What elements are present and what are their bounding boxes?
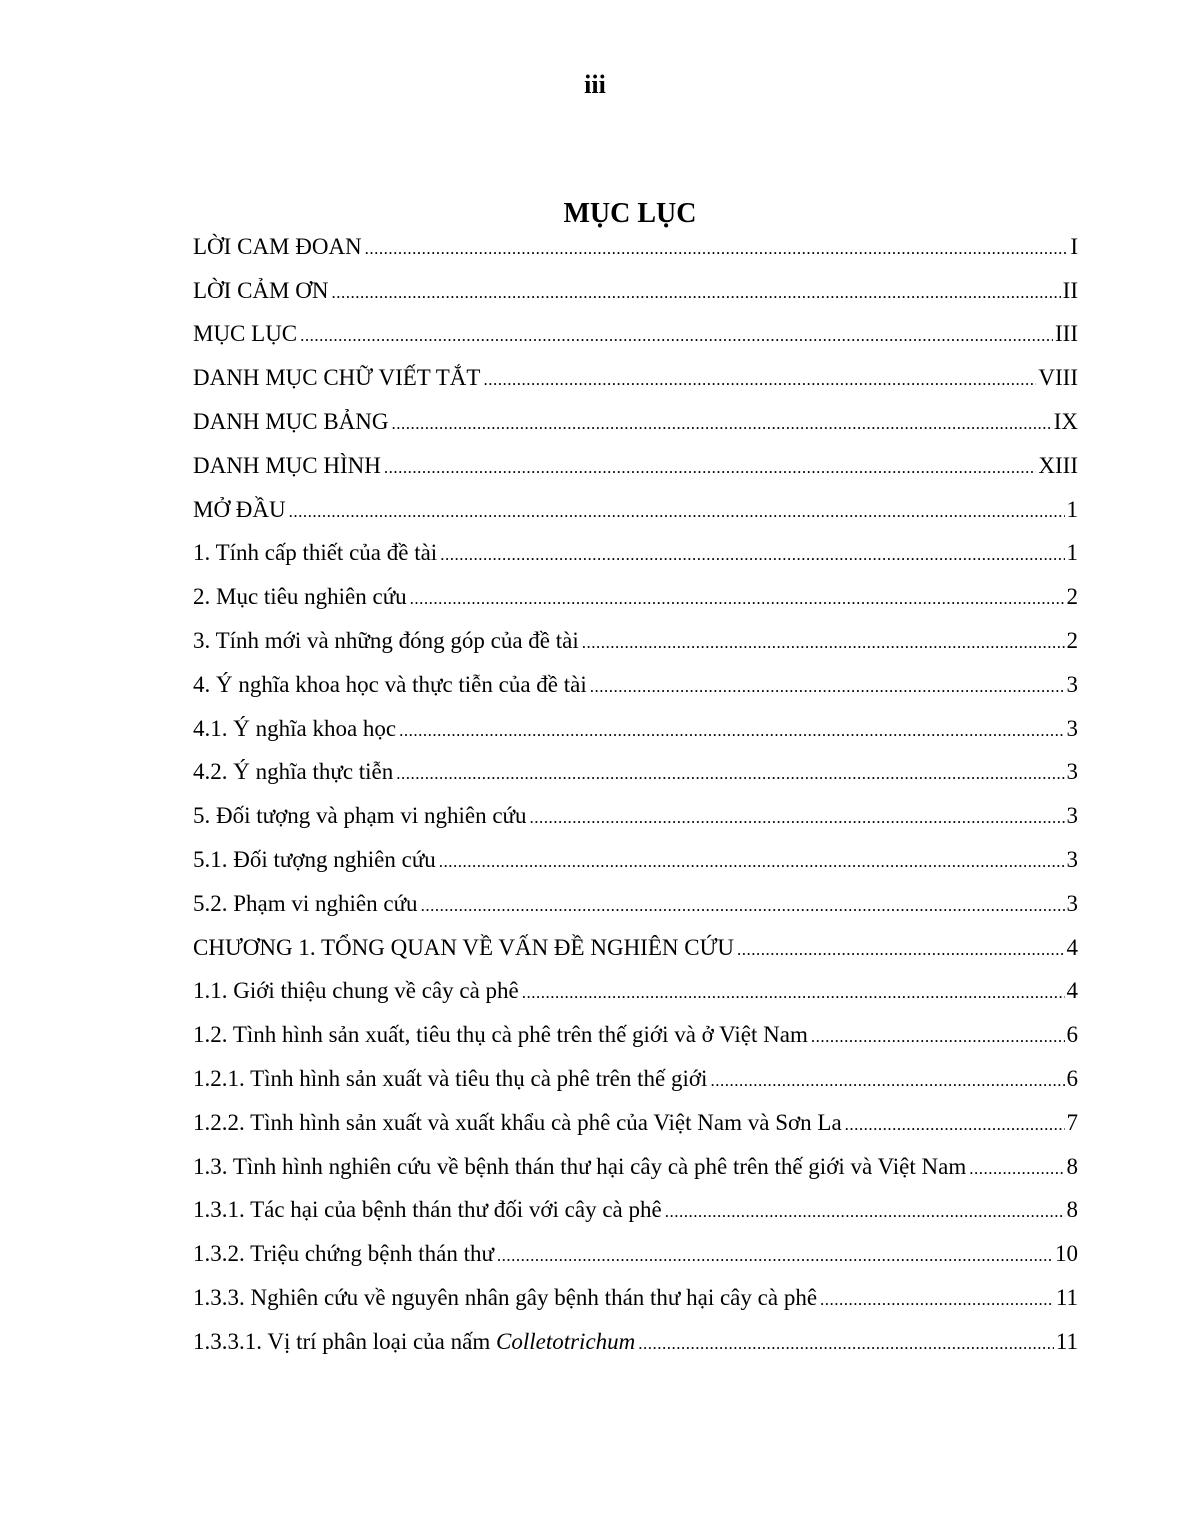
toc-entry-label-text: MỞ ĐẦU — [193, 496, 286, 522]
toc-entry-label-text: LỜI CẢM ƠN — [193, 277, 329, 303]
toc-entry-label-text: DANH MỤC BẢNG — [193, 409, 389, 435]
toc-entry[interactable] — [193, 619, 1078, 663]
toc-dot-leader — [737, 935, 1064, 965]
toc-entry[interactable] — [193, 882, 1078, 926]
toc-entry-page: 1 — [1066, 540, 1078, 566]
toc-entry-label-text: 1.3.3.1. Vị trí phân loại của nấm — [193, 1328, 491, 1354]
toc-entry-page: 7 — [1066, 1109, 1078, 1135]
toc-dot-leader — [483, 365, 1036, 395]
toc-entry-label — [193, 407, 392, 437]
toc-dot-leader — [439, 847, 1065, 877]
toc-dot-leader — [365, 234, 1069, 264]
toc-entry[interactable] — [193, 225, 1078, 269]
toc-entry-label-text: 5.1. Đối tượng nghiên cứu — [193, 847, 436, 873]
toc-entry-page: 3 — [1066, 759, 1078, 785]
toc-entry[interactable] — [193, 1320, 1078, 1364]
toc-entry[interactable] — [193, 575, 1078, 619]
toc-entry[interactable] — [193, 488, 1078, 532]
toc-entry-label — [193, 1327, 638, 1357]
toc-entry-page: VIII — [1038, 365, 1078, 391]
toc-entry-label-text: 1.1. Giới thiệu chung về cây cà phê — [193, 978, 519, 1004]
toc-entry-label — [193, 976, 522, 1006]
toc-entry-label-text: 1.3.2. Triệu chứng bệnh thán thư — [193, 1241, 494, 1267]
toc-entry-page: II — [1062, 277, 1078, 303]
toc-entry-label — [193, 276, 331, 306]
toc-entry-page: 6 — [1066, 1066, 1078, 1092]
toc-entry-label-text: LỜI CAM ĐOAN — [193, 233, 362, 259]
toc-entry-label-text: 1.2.2. Tình hình sản xuất và xuất khẩu cà phê của Việt Nam và Sơn La — [193, 1109, 842, 1135]
toc-entry-label-text: 5. Đối tượng và phạm vi nghiên cứu — [193, 803, 527, 829]
toc-entry-page: 11 — [1055, 1328, 1078, 1354]
toc-entry[interactable] — [193, 751, 1078, 795]
toc-entry-label — [193, 1239, 497, 1269]
toc-entry-label-text: 4.2. Ý nghĩa thực tiễn — [193, 759, 394, 785]
toc-dot-leader — [289, 497, 1065, 527]
toc-entry-label-text: 1. Tính cấp thiết của đề tài — [193, 540, 438, 566]
toc-entry-label — [193, 495, 289, 525]
toc-entry-page: 1 — [1066, 496, 1078, 522]
toc-entry-page: 3 — [1066, 803, 1078, 829]
toc-entry[interactable] — [193, 1189, 1078, 1233]
toc-entry-label — [193, 889, 421, 919]
toc-entry[interactable] — [193, 794, 1078, 838]
toc-entry-page: IX — [1053, 409, 1078, 435]
toc-dot-leader — [522, 978, 1065, 1008]
toc-entry[interactable] — [193, 532, 1078, 576]
toc-entry-label — [193, 1152, 969, 1182]
toc-dot-leader — [969, 1154, 1064, 1184]
toc-entry-label-text: 4.1. Ý nghĩa khoa học — [193, 715, 397, 741]
toc-dot-leader — [396, 759, 1064, 789]
toc-entry-page: 8 — [1066, 1197, 1078, 1223]
toc-entry-label-emphasis: Colletotrichum — [496, 1328, 636, 1354]
toc-entry-label-text: MỤC LỤC — [193, 321, 298, 347]
toc-entry-label — [193, 1064, 710, 1094]
toc-dot-leader — [590, 672, 1065, 702]
toc-entry-page: 4 — [1066, 934, 1078, 960]
toc-entry[interactable] — [193, 444, 1078, 488]
toc-entry-page: 2 — [1066, 628, 1078, 654]
toc-dot-leader — [530, 803, 1065, 833]
toc-entry[interactable] — [193, 1276, 1078, 1320]
toc-entry-label — [193, 757, 396, 787]
toc-entry-label — [193, 363, 483, 393]
toc-entry[interactable] — [193, 926, 1078, 970]
toc-entry-page: 8 — [1066, 1153, 1078, 1179]
toc-entry[interactable] — [193, 1013, 1078, 1057]
toc-dot-leader — [410, 584, 1065, 614]
toc-entry-label-text: 1.2. Tình hình sản xuất, tiêu thụ cà phê trên thế giới và ở Việt Nam — [193, 1022, 808, 1048]
toc-entry[interactable] — [193, 663, 1078, 707]
toc-entry[interactable] — [193, 1145, 1078, 1189]
toc-entry-label — [193, 1195, 665, 1225]
toc-entry-label — [193, 319, 300, 349]
toc-dot-leader — [665, 1197, 1065, 1227]
toc-entry-label-text: 3. Tính mới và những đóng góp của đề tài — [193, 628, 579, 654]
toc-entry-label — [193, 801, 530, 831]
toc-entry-label — [193, 1108, 845, 1138]
toc-entry[interactable] — [193, 1232, 1078, 1276]
toc-entry-label — [193, 626, 582, 656]
toc-entry[interactable] — [193, 1101, 1078, 1145]
toc-dot-leader — [392, 409, 1052, 439]
toc-entry[interactable] — [193, 1057, 1078, 1101]
toc-entry-label — [193, 670, 590, 700]
toc-entry-label-text: 4. Ý nghĩa khoa học và thực tiễn của đề tài — [193, 671, 587, 697]
toc-entry-page: 3 — [1066, 890, 1078, 916]
toc-entry[interactable] — [193, 707, 1078, 751]
toc-dot-leader — [497, 1241, 1053, 1271]
toc-entry-label — [193, 538, 440, 568]
toc-entry-label-text: DANH MỤC CHỮ VIẾT TẮT — [193, 365, 481, 391]
toc-dot-leader — [421, 891, 1065, 921]
toc-entry-label-text: 1.2.1. Tình hình sản xuất và tiêu thụ cà phê trên thế giới — [193, 1066, 708, 1092]
toc-entry[interactable] — [193, 970, 1078, 1014]
toc-entry-label-text: 1.3. Tình hình nghiên cứu về bệnh thán thư hại cây cà phê trên thế giới và Việt Nam — [193, 1153, 967, 1179]
toc-entry-label-text: 2. Mục tiêu nghiên cứu — [193, 584, 407, 610]
toc-entry-label — [193, 451, 384, 481]
toc-entry-page: 2 — [1066, 584, 1078, 610]
toc-dot-leader — [710, 1066, 1064, 1096]
toc-entry-label — [193, 232, 365, 262]
toc-entry-label — [193, 1020, 811, 1050]
toc-entry-label — [193, 582, 410, 612]
toc-entry-label — [193, 714, 399, 744]
toc-entry[interactable] — [193, 838, 1078, 882]
toc-dot-leader — [845, 1110, 1065, 1140]
toc-entry-label-text: 5.2. Phạm vi nghiên cứu — [193, 890, 418, 916]
toc-entry-label-text: 1.3.1. Tác hại của bệnh thán thư đối với cây cà phê — [193, 1197, 662, 1223]
toc-entry-label-text: CHƯƠNG 1. TỔNG QUAN VỀ VẤN ĐỀ NGHIÊN CỨU — [193, 934, 735, 960]
toc-entry-page: 11 — [1055, 1285, 1078, 1311]
toc-entry[interactable] — [193, 356, 1078, 400]
toc-entry-page: 3 — [1066, 671, 1078, 697]
toc-title: MỤC LỤC — [563, 198, 697, 229]
toc-entry[interactable] — [193, 269, 1078, 313]
toc-entry-page: I — [1070, 233, 1078, 259]
toc-entry-page: 4 — [1066, 978, 1078, 1004]
toc-entry-label — [193, 845, 439, 875]
toc-entry-page: 6 — [1066, 1022, 1078, 1048]
toc-entry-label — [193, 1283, 820, 1313]
table-of-contents — [193, 225, 1078, 1364]
toc-entry[interactable] — [193, 400, 1078, 444]
toc-entry-page: 10 — [1055, 1241, 1078, 1267]
page-number: iii — [584, 70, 606, 99]
toc-dot-leader — [582, 628, 1065, 658]
toc-entry-label-text: DANH MỤC HÌNH — [193, 452, 381, 478]
toc-entry-label — [193, 933, 737, 963]
toc-entry-label-text: 1.3.3. Nghiên cứu về nguyên nhân gây bệnh thán thư hại cây cà phê — [193, 1285, 818, 1311]
toc-dot-leader — [331, 278, 1060, 308]
toc-entry-page: 3 — [1066, 847, 1078, 873]
toc-dot-leader — [300, 321, 1053, 351]
toc-entry-page: XIII — [1038, 452, 1078, 478]
toc-entry-page: III — [1055, 321, 1078, 347]
toc-entry-page: 3 — [1066, 715, 1078, 741]
toc-dot-leader — [384, 453, 1037, 483]
toc-entry[interactable] — [193, 313, 1078, 357]
toc-dot-leader — [820, 1285, 1054, 1315]
toc-dot-leader — [811, 1022, 1065, 1052]
toc-dot-leader — [638, 1329, 1054, 1359]
toc-dot-leader — [399, 716, 1064, 746]
toc-dot-leader — [440, 540, 1064, 570]
